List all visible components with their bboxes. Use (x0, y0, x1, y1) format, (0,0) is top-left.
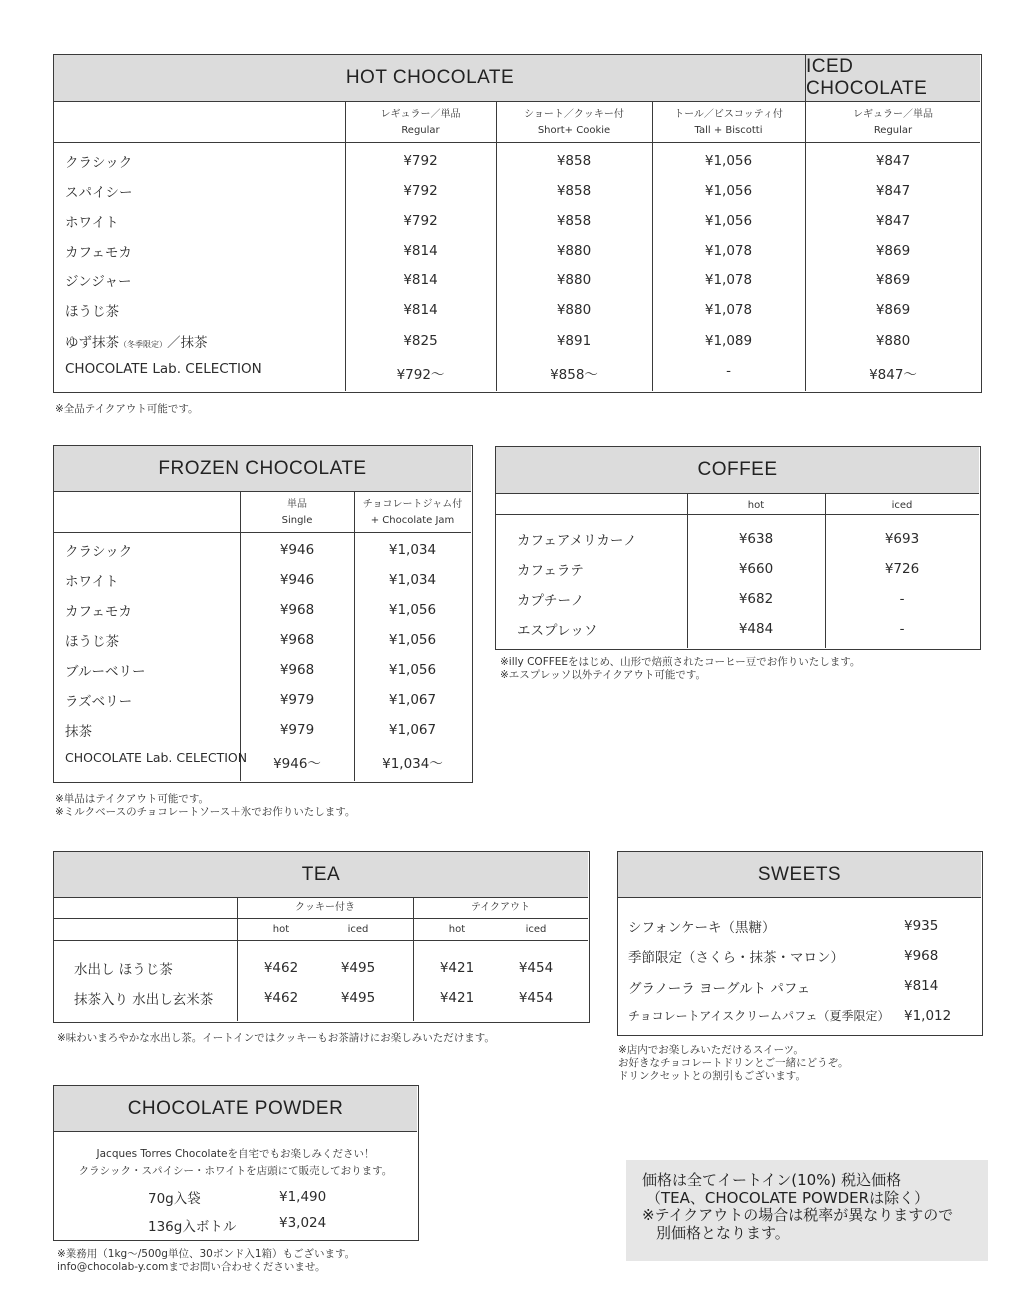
notice-line-3: ※テイクアウトの場合は税率が異なりますので (642, 1206, 954, 1224)
powder-desc-1: Jacques Torres Chocolateを自宅でもお楽しみください！ (96, 1148, 375, 1160)
price: ¥1,034〜 (382, 756, 443, 772)
tea-note: ※味わいまろやかな水出し茶。イートインではクッキーもお茶請けにお楽しみいただけます。 (57, 1032, 495, 1044)
item-name: クラシック (65, 155, 133, 171)
price: ¥454 (518, 990, 554, 1006)
powder-title: CHOCOLATE POWDER (127, 1097, 344, 1119)
coffee-note-2: ※エスプレッソ以外テイクアウト可能です。 (500, 669, 706, 681)
powder-note-1: ※業務用（1kg〜/500g単位、30ボンド入1箱）もございます。 (57, 1248, 356, 1260)
price: ¥891 (556, 333, 592, 349)
sweets-note-3: ドリンクセットとの割引もございます。 (618, 1070, 806, 1082)
sweets-table (617, 851, 983, 1036)
tea-table (53, 851, 590, 1023)
item-name: チョコレートアイスクリームパフェ（夏季限定） (628, 1009, 890, 1023)
price: ¥847 (875, 153, 911, 169)
item-name: カフェアメリカーノ (517, 533, 637, 549)
price: ¥682 (738, 591, 774, 607)
price: ¥421 (439, 960, 475, 976)
price: ¥1,056 (388, 632, 437, 648)
notice-line-4: 別価格となります。 (656, 1223, 790, 1242)
item-name: ホワイト (65, 574, 119, 590)
price: ¥1,056 (704, 153, 753, 169)
price: ¥814 (403, 302, 438, 318)
col-iced-regular: レギュラー／単品 Regular (853, 109, 933, 136)
price: ¥693 (884, 531, 920, 547)
sweets-note-2: お好きなチョコレートドリンとご一緒にどうぞ。 (618, 1057, 849, 1069)
price: ¥847 (875, 213, 911, 229)
sweets-header (618, 852, 981, 898)
frozen-note-1: ※単品はテイクアウト可能です。 (55, 793, 210, 805)
item-name: カフェモカ (65, 604, 132, 620)
item-name: ほうじ茶 (65, 634, 119, 650)
price: ¥1,078 (704, 272, 753, 288)
price: ¥847〜 (869, 367, 917, 383)
item-name: クラシック (65, 544, 133, 560)
price: ¥880 (556, 243, 592, 259)
price: ¥880 (875, 333, 911, 349)
price: ¥1,034 (388, 542, 437, 558)
col-short: ショート／クッキー付 Short+ Cookie (524, 109, 624, 136)
item-name: カプチーノ (517, 593, 585, 609)
col-iced: iced (347, 924, 369, 935)
notice-line-1: 価格は全てイートイン(10%) 税込価格 (642, 1171, 902, 1189)
price: ¥858〜 (550, 367, 598, 383)
frozen-title: FROZEN CHOCOLATE (158, 457, 367, 479)
price: ¥946 (279, 572, 315, 588)
hot-chocolate-title: HOT CHOCOLATE (345, 67, 515, 88)
price: ¥638 (738, 531, 774, 547)
frozen-header (54, 446, 471, 492)
iced-chocolate-title: ICED CHOCOLATE (806, 56, 928, 99)
col-iced: iced (525, 924, 547, 935)
price: ¥858 (556, 153, 592, 169)
item-name: ラズベリー (65, 694, 133, 710)
item-name: シフォンケーキ（黒糖） (628, 920, 776, 936)
item-name: カフェモカ (65, 245, 132, 261)
coffee-table (495, 446, 981, 650)
item-name: ホワイト (65, 215, 119, 231)
price: ¥869 (875, 302, 911, 318)
price: - (726, 363, 731, 379)
price: ¥1,067 (388, 722, 437, 738)
item-name: 136g入ボトル (148, 1219, 237, 1235)
tea-header (54, 852, 588, 898)
price: ¥792 (403, 183, 438, 199)
item-name: スパイシー (65, 185, 133, 201)
price: ¥869 (875, 243, 911, 259)
price: ¥979 (279, 692, 315, 708)
takeout-note: ※全品テイクアウト可能です。 (55, 403, 199, 415)
price: ¥1,056 (704, 183, 753, 199)
col-hot: hot (747, 500, 765, 511)
coffee-header (496, 447, 979, 494)
price: ¥1,012 (904, 1008, 952, 1024)
price: ¥825 (403, 333, 438, 349)
item-name: CHOCOLATE Lab. CELECTION (65, 361, 262, 377)
price: ¥726 (884, 561, 920, 577)
price: ¥3,024 (279, 1215, 327, 1231)
price: ¥968 (904, 948, 939, 964)
col-jam: チョコレートジャム付 + Chocolate Jam (362, 499, 463, 526)
coffee-note-1: ※illy COFFEEをはじめ、山形で焙煎されたコーヒー豆でお作りいたします。 (500, 656, 861, 668)
tea-title: TEA (301, 863, 341, 885)
price: ¥454 (518, 960, 554, 976)
powder-desc-2: クラシック・スパイシー・ホワイトを店頭にて販売しております。 (78, 1165, 393, 1177)
price: ¥1,078 (704, 302, 753, 318)
price: ¥792 (403, 153, 438, 169)
price: ¥880 (556, 302, 592, 318)
price: ¥869 (875, 272, 911, 288)
price-notice (626, 1160, 988, 1261)
price: ¥660 (738, 561, 774, 577)
hot-chocolate-table (53, 54, 982, 393)
hot-chocolate-header (54, 55, 806, 102)
item-name: CHOCOLATE Lab. CELECTION (65, 750, 248, 765)
coffee-title: COFFEE (697, 459, 778, 480)
col-hot: hot (272, 924, 290, 935)
notice-line-2: （TEA、CHOCOLATE POWDERは除く） (646, 1188, 930, 1207)
item-name: 水出し ほうじ茶 (74, 962, 173, 978)
price: ¥814 (904, 978, 939, 994)
price: ¥792 (403, 213, 438, 229)
price: ¥484 (738, 621, 774, 637)
item-name: 70g入袋 (148, 1191, 201, 1207)
price: ¥814 (403, 243, 438, 259)
iced-chocolate-header (806, 55, 980, 102)
frozen-note-2: ※ミルクベースのチョコレートソース＋氷でお作りいたします。 (55, 806, 356, 818)
col-hot: hot (448, 924, 466, 935)
price: ¥1,056 (388, 662, 437, 678)
price: ¥495 (340, 960, 376, 976)
price: ¥792〜 (396, 367, 445, 383)
price: ¥946〜 (273, 756, 321, 772)
item-name: 季節限定（さくら・抹茶・マロン） (628, 950, 844, 966)
price: ¥1,067 (388, 692, 437, 708)
item-name: グラノーラ ヨーグルト パフェ (628, 981, 811, 997)
price: - (899, 591, 905, 607)
price: ¥968 (279, 602, 315, 618)
price: ¥421 (439, 990, 475, 1006)
item-name: ゆず抹茶（冬季限定）／抹茶 (65, 335, 208, 351)
price: ¥935 (904, 918, 939, 934)
item-name: 抹茶入り 水出し玄米茶 (74, 992, 214, 1008)
price: ¥979 (279, 722, 315, 738)
price: ¥847 (875, 183, 911, 199)
item-name: 抹茶 (65, 724, 92, 740)
chocolate-powder-table (53, 1085, 419, 1241)
price: ¥1,034 (388, 572, 437, 588)
price: ¥1,490 (279, 1189, 327, 1205)
col-tall: トール／ビスコッティ付 Tall + Biscotti (674, 109, 783, 136)
group-cookie: クッキー付き (295, 902, 355, 913)
powder-note-2: info@chocolab-y.comまでお問い合わせくださいませ。 (57, 1261, 326, 1273)
price: ¥814 (403, 272, 438, 288)
price: ¥858 (556, 213, 592, 229)
col-regular: レギュラー／単品 Regular (380, 109, 461, 136)
price: ¥946 (279, 542, 315, 558)
price: ¥1,056 (704, 213, 753, 229)
price: ¥462 (263, 990, 299, 1006)
price: ¥462 (263, 960, 299, 976)
group-takeout: テイクアウト (470, 902, 531, 913)
powder-header (54, 1086, 417, 1132)
col-single: 単品 Single (281, 499, 313, 526)
item-name: カフェラテ (517, 563, 584, 579)
price: ¥495 (340, 990, 376, 1006)
item-name: ほうじ茶 (65, 304, 119, 320)
item-name: エスプレッソ (517, 623, 598, 639)
price: ¥1,089 (704, 333, 753, 349)
price: - (899, 621, 905, 637)
price: ¥1,078 (704, 243, 753, 259)
sweets-note-1: ※店内でお楽しみいただけるスイーツ。 (618, 1044, 804, 1056)
price: ¥968 (279, 632, 315, 648)
col-iced: iced (891, 500, 913, 511)
price: ¥968 (279, 662, 315, 678)
frozen-chocolate-table (53, 445, 473, 783)
sweets-title: SWEETS (757, 863, 842, 885)
item-name: ジンジャー (65, 274, 132, 290)
price: ¥858 (556, 183, 592, 199)
price: ¥1,056 (388, 602, 437, 618)
season-note: （冬季限定） (119, 340, 167, 349)
item-name: ブルーベリー (65, 664, 146, 680)
price: ¥880 (556, 272, 592, 288)
